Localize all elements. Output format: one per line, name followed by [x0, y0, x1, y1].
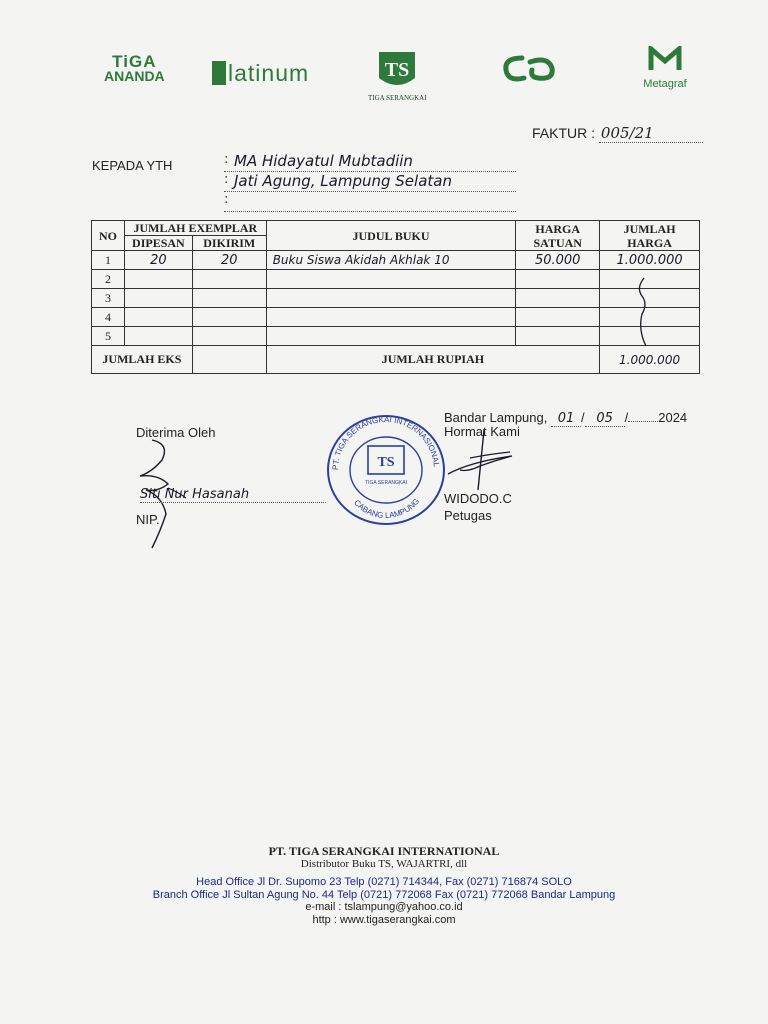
row-dikirim	[192, 327, 266, 346]
stamp-bottom-text: CABANG LAMPUNG	[352, 496, 422, 521]
company-stamp	[322, 410, 450, 533]
metagraf-m-icon	[648, 46, 682, 72]
svg-text:TS: TS	[377, 455, 395, 470]
footer-eks-value	[192, 346, 266, 374]
row-dipesan	[124, 327, 192, 346]
hormat-kami: Hormat Kami	[444, 424, 520, 439]
recipient-line-3	[224, 192, 516, 212]
date-blank	[628, 421, 658, 422]
tiga-serangkai-logo	[368, 48, 426, 102]
faktur-number: 005/21	[599, 124, 703, 143]
table-row	[92, 270, 700, 289]
tiga-ananda-logo	[104, 54, 165, 84]
row-judul	[266, 327, 516, 346]
metagraf-logo	[636, 46, 694, 90]
received-by-label: Diterima Oleh	[136, 425, 216, 440]
row-harga	[516, 327, 600, 346]
header-judul-buku: JUDUL BUKU	[266, 221, 516, 251]
row-dikirim	[192, 308, 266, 327]
svg-text:TS: TS	[384, 59, 410, 81]
row-harga	[516, 270, 600, 289]
footer-web: http : www.tigaserangkai.com	[312, 913, 456, 926]
row-dipesan	[124, 289, 192, 308]
swirl-logo-icon	[500, 52, 560, 86]
sender-name: WIDODO.C	[444, 491, 512, 506]
footer-company: PT. TIGA SERANGKAI INTERNATIONAL	[268, 844, 500, 858]
row-dipesan	[124, 308, 192, 327]
table-row	[92, 251, 700, 270]
ts-emblem-icon	[377, 48, 417, 92]
row-no: 1	[92, 251, 125, 270]
sender-signature	[440, 426, 520, 494]
date-day: 01	[551, 411, 581, 427]
table-footer-row	[92, 346, 700, 374]
swirl-logo	[500, 52, 560, 91]
recipient-label: KEPADA YTH	[92, 158, 173, 173]
row-dipesan: 20	[124, 251, 192, 270]
invoice-table	[91, 220, 700, 374]
header-jumlah-exemplar: JUMLAH EXEMPLAR	[124, 221, 266, 236]
stamp-outer-text: PT. TIGA SERANGKAI INTERNASIONAL	[330, 414, 441, 471]
header-harga-satuan: HARGA SATUAN	[516, 221, 600, 251]
tiga-ananda-line2: ANANDA	[104, 68, 165, 84]
row-dikirim: 20	[192, 251, 266, 270]
footer-branch-office: Branch Office Jl Sultan Agung No. 44 Telp (0721) 772068 Fax (0721) 772068 Bandar Lampung	[152, 888, 616, 901]
ditto-mark	[630, 276, 660, 348]
row-no: 2	[92, 270, 125, 289]
metagraf-caption: Metagraf	[643, 78, 687, 90]
row-dikirim	[192, 289, 266, 308]
footer-head-office: Head Office Jl Dr. Supomo 23 Telp (0271) 714344, Fax (0271) 716874 SOLO	[196, 876, 572, 888]
letterhead-footer	[0, 845, 768, 926]
nip-label: NIP.	[136, 512, 160, 527]
receiver-name: Siti Nur Hasanah	[140, 487, 326, 503]
table-row	[92, 327, 700, 346]
platinum-wordmark: latinum	[228, 60, 310, 86]
row-no: 3	[92, 289, 125, 308]
footer-email: e-mail : tslampung@yahoo.co.id	[305, 901, 463, 913]
row-judul	[266, 308, 516, 327]
recipient-line-2: : Jati Agung, Lampung Selatan	[224, 172, 516, 192]
place-label: Bandar Lampung,	[444, 410, 548, 425]
tiga-ananda-line1: TiGA	[112, 52, 157, 71]
logo-bar	[0, 42, 768, 112]
footer-jumlah-rupiah: JUMLAH RUPIAH	[266, 346, 599, 374]
sender-role: Petugas	[444, 508, 492, 523]
tiga-serangkai-caption: TIGA SERANGKAI	[368, 94, 427, 102]
header-dikirim: DIKIRIM	[192, 236, 266, 251]
row-harga	[516, 308, 600, 327]
row-harga	[516, 289, 600, 308]
row-judul: Buku Siswa Akidah Akhlak 10	[266, 251, 516, 270]
footer-total: 1.000.000	[600, 346, 700, 374]
recipient-lines	[224, 152, 516, 212]
header-no: NO	[92, 221, 125, 251]
table-header-row	[92, 221, 700, 236]
row-harga: 50.000	[516, 251, 600, 270]
recipient-line-1: : MA Hidayatul Mubtadiin	[224, 152, 516, 172]
footer-distributor: Distributor Buku TS, WAJARTRI, dll	[300, 857, 468, 870]
row-judul	[266, 270, 516, 289]
place-date: Bandar Lampung, 01 / 05 / 2024	[444, 410, 688, 426]
header-jumlah-harga: JUMLAH HARGA	[600, 221, 700, 251]
faktur-field	[532, 124, 703, 143]
footer-jumlah-eks: JUMLAH EKS	[92, 346, 193, 374]
row-dikirim	[192, 270, 266, 289]
svg-text:CABANG LAMPUNG	[352, 497, 421, 520]
header-dipesan: DIPESAN	[124, 236, 192, 251]
row-no: 5	[92, 327, 125, 346]
platinum-logo	[212, 60, 309, 87]
date-year: 2024	[658, 410, 688, 425]
platinum-mark-icon	[212, 61, 226, 85]
row-no: 4	[92, 308, 125, 327]
faktur-label: FAKTUR :	[532, 125, 596, 141]
row-jumlah: 1.000.000	[600, 251, 700, 270]
table-row	[92, 289, 700, 308]
row-dipesan	[124, 270, 192, 289]
row-judul	[266, 289, 516, 308]
stamp-center-text: TIGA SERANGKAI	[365, 480, 407, 486]
date-month: 05	[585, 411, 625, 427]
stamp-seal-icon	[322, 410, 450, 528]
table-row	[92, 308, 700, 327]
